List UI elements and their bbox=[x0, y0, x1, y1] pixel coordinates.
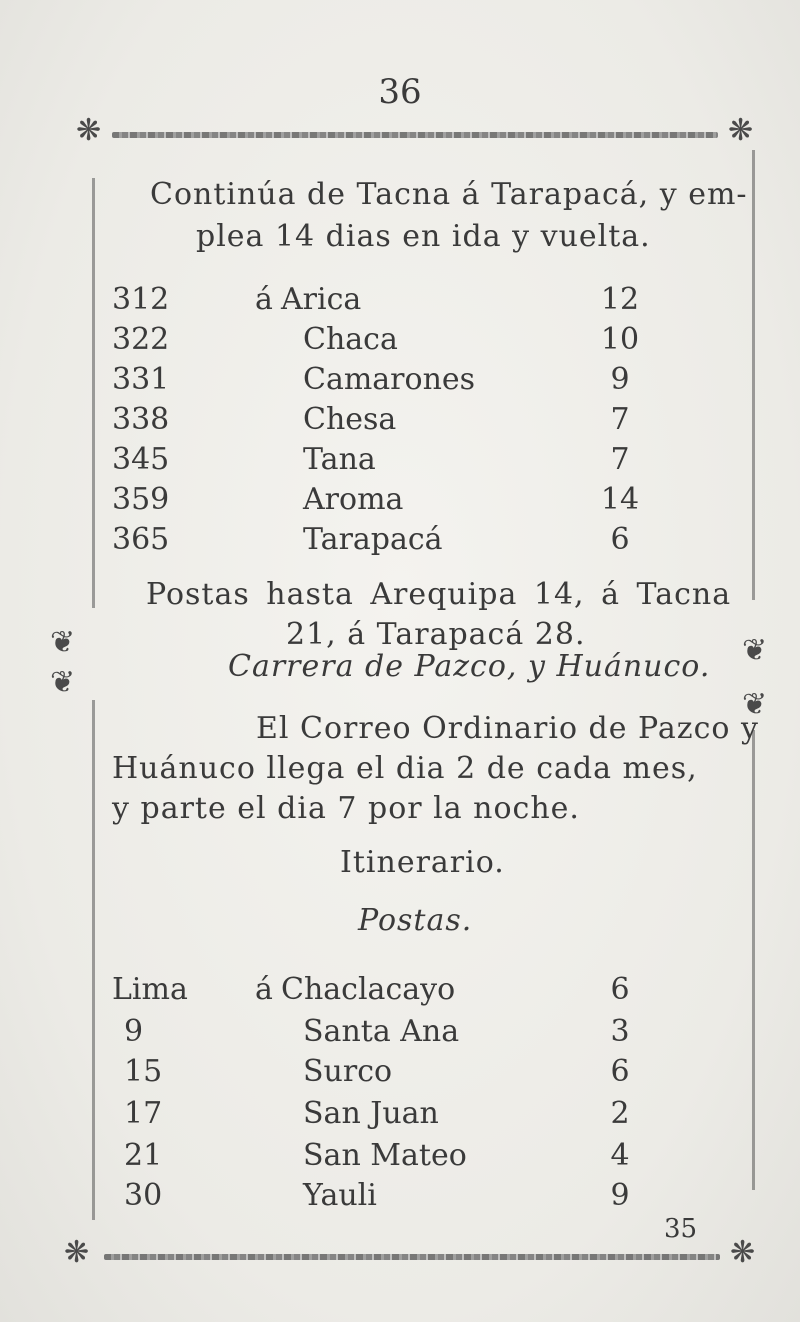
postas-count: 4 bbox=[610, 1138, 630, 1173]
place-name: Camarones bbox=[303, 362, 476, 397]
table-row bbox=[0, 282, 800, 324]
distance-number: 21 bbox=[124, 1138, 163, 1173]
preposition: á bbox=[255, 282, 273, 317]
itinerario-label: Itinerario. bbox=[340, 845, 505, 880]
distance-number: 9 bbox=[124, 1014, 144, 1049]
distance-number: 17 bbox=[124, 1096, 163, 1131]
place-name: Aroma bbox=[303, 482, 404, 517]
postas-count: 6 bbox=[610, 522, 630, 557]
table-row bbox=[0, 402, 800, 444]
page-number: 36 bbox=[378, 72, 422, 112]
postas-count: 9 bbox=[610, 362, 630, 397]
distance-number: 365 bbox=[112, 522, 170, 557]
table-row bbox=[0, 1138, 800, 1180]
table-row bbox=[0, 1014, 800, 1056]
corner-ornament-icon: ❋ bbox=[728, 113, 754, 148]
section-text-line-3: y parte el dia 7 por la noche. bbox=[112, 791, 580, 826]
distance-number: 30 bbox=[124, 1178, 163, 1213]
place-name: Santa Ana bbox=[303, 1014, 460, 1049]
side-ornament-icon: ❦ bbox=[50, 625, 76, 660]
distance-number: 322 bbox=[112, 322, 170, 357]
top-ornamental-rule bbox=[112, 132, 718, 138]
place-name: Chaclacayo bbox=[281, 972, 456, 1007]
postas-note-line-2: 21, á Tarapacá 28. bbox=[286, 617, 586, 652]
side-ornament-icon: ❦ bbox=[742, 687, 768, 722]
section-text-line-2: Huánuco llega el dia 2 de cada mes, bbox=[112, 751, 698, 786]
postas-count: 12 bbox=[600, 282, 640, 317]
postas-count: 7 bbox=[610, 442, 630, 477]
place-name: Arica bbox=[281, 282, 362, 317]
place-name: Tana bbox=[303, 442, 376, 477]
place-name: San Juan bbox=[303, 1096, 439, 1131]
distance-number: 359 bbox=[112, 482, 170, 517]
table-row bbox=[0, 362, 800, 404]
place-name: Chaca bbox=[303, 322, 398, 357]
section-text-line-1: El Correo Ordinario de Pazco y bbox=[256, 711, 759, 746]
distance-label: Lima bbox=[112, 972, 188, 1007]
postas-count: 3 bbox=[610, 1014, 630, 1049]
postas-count: 14 bbox=[600, 482, 640, 517]
distance-number: 338 bbox=[112, 402, 170, 437]
place-name: Tarapacá bbox=[303, 522, 443, 557]
place-name: Chesa bbox=[303, 402, 397, 437]
postas-note-line-1: Postas hasta Arequipa 14, á Tacna bbox=[146, 577, 732, 612]
table-row bbox=[0, 1054, 800, 1096]
place-name: Yauli bbox=[303, 1178, 377, 1213]
distance-number: 331 bbox=[112, 362, 170, 397]
place-name: Surco bbox=[303, 1054, 393, 1089]
distance-number: 312 bbox=[112, 282, 170, 317]
postas-count: 6 bbox=[610, 972, 630, 1007]
postas-count: 2 bbox=[610, 1096, 630, 1131]
side-ornament-icon: ❦ bbox=[742, 633, 768, 668]
intro-line-2: plea 14 dias en ida y vuelta. bbox=[196, 219, 651, 254]
corner-ornament-icon: ❋ bbox=[64, 1235, 90, 1270]
postas-count: 7 bbox=[610, 402, 630, 437]
postas-count: 10 bbox=[600, 322, 640, 357]
table-row bbox=[0, 482, 800, 524]
catchword: 35 bbox=[664, 1214, 698, 1244]
postas-count: 9 bbox=[610, 1178, 630, 1213]
corner-ornament-icon: ❋ bbox=[730, 1235, 756, 1270]
intro-line-1: Continúa de Tacna á Tarapacá, y em- bbox=[150, 177, 748, 212]
table-row bbox=[0, 972, 800, 1014]
side-ornament-icon: ❦ bbox=[50, 665, 76, 700]
postas-count: 6 bbox=[610, 1054, 630, 1089]
distance-number: 15 bbox=[124, 1054, 163, 1089]
table-row bbox=[0, 522, 800, 564]
corner-ornament-icon: ❋ bbox=[76, 113, 102, 148]
table-row bbox=[0, 322, 800, 364]
section-heading: Carrera de Pazco, y Huánuco. bbox=[228, 649, 711, 684]
table-row bbox=[0, 442, 800, 484]
distance-number: 345 bbox=[112, 442, 170, 477]
postas-label: Postas. bbox=[358, 903, 473, 938]
preposition: á bbox=[255, 972, 273, 1007]
table-row bbox=[0, 1096, 800, 1138]
bottom-ornamental-rule bbox=[104, 1254, 720, 1260]
place-name: San Mateo bbox=[303, 1138, 467, 1173]
